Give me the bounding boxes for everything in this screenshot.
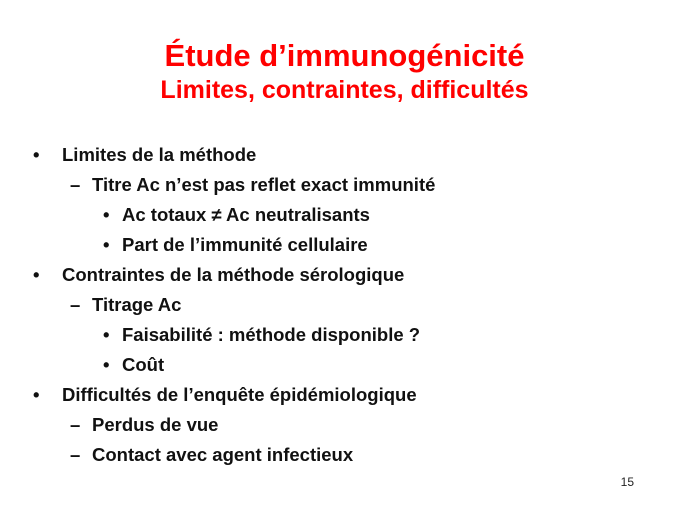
bullet-text: Difficultés de l’enquête épidémiologique (62, 384, 417, 405)
dash-marker: – (70, 174, 81, 195)
bullet-text: Faisabilité : méthode disponible ? (122, 324, 421, 345)
bullet-text: Ac totaux ≠ Ac neutralisants (122, 204, 370, 225)
bullet-marker: • (103, 234, 110, 255)
slide-title: Étude d’immunogénicité (164, 38, 525, 73)
bullet-text: Titre Ac n’est pas reflet exact immunité (92, 174, 436, 195)
slide-subtitle: Limites, contraintes, difficultés (160, 76, 529, 104)
bullet-text: Contact avec agent infectieux (92, 444, 354, 465)
bullet-marker: • (33, 384, 40, 405)
bullet-text: Perdus de vue (92, 414, 219, 435)
bullet-text: Contraintes de la méthode sérologique (62, 264, 405, 285)
bullet-text: Limites de la méthode (62, 144, 257, 165)
bullet-marker: • (33, 144, 40, 165)
bullet-marker: • (103, 354, 110, 375)
bullet-text: Coût (122, 354, 165, 375)
bullet-marker: • (103, 204, 110, 225)
bullet-text: Part de l’immunité cellulaire (122, 234, 368, 255)
page-number: 15 (620, 475, 634, 489)
dash-marker: – (70, 294, 81, 315)
bullet-marker: • (103, 324, 110, 345)
dash-marker: – (70, 414, 81, 435)
dash-marker: – (70, 444, 81, 465)
bullet-marker: • (33, 264, 40, 285)
slide-title-block (0, 38, 689, 106)
bullet-text: Titrage Ac (92, 294, 182, 315)
